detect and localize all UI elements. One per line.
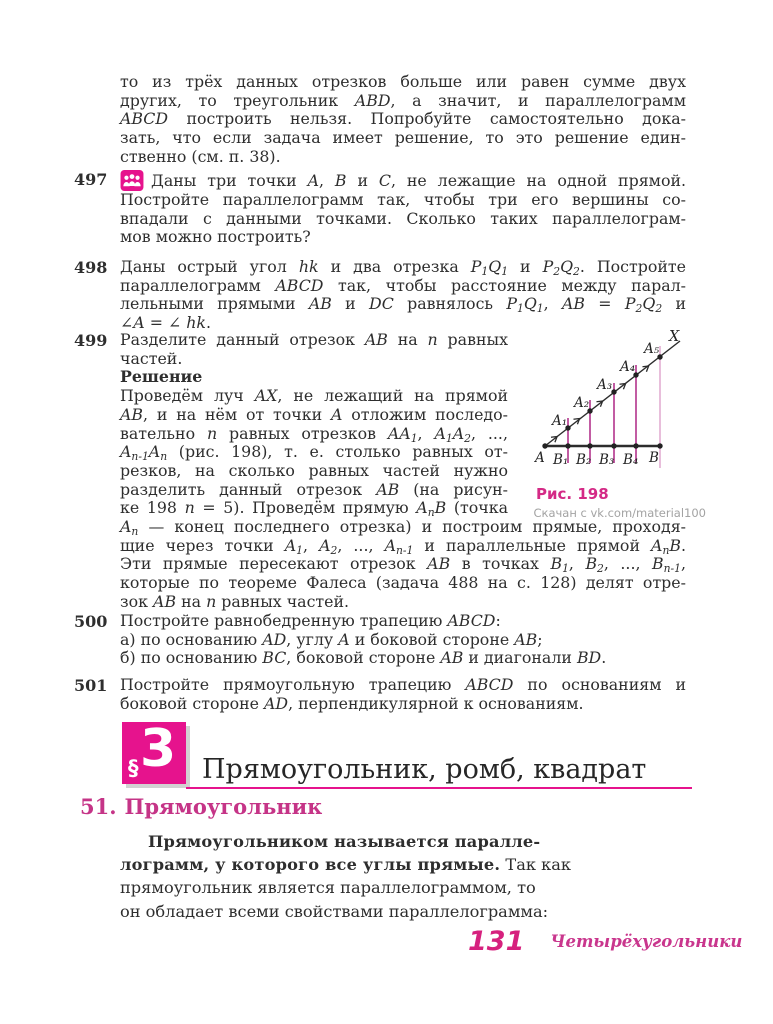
problem-body — [120, 329, 706, 612]
point-label-b4: B₄ — [623, 452, 639, 468]
figure-198-drawing — [528, 328, 703, 480]
chapter-title: Четырёхугольники — [550, 932, 743, 951]
text-line: ABCD построить нельзя. Попробуйте самостоятельно дока- — [120, 109, 686, 129]
problem-number: 498 — [74, 258, 108, 277]
subsection-number: 51. — [80, 794, 117, 819]
point-label-a1: A₁ — [552, 413, 568, 429]
text-line: прямоугольник является параллелограммом, то — [120, 878, 536, 898]
text-line: $A_n$ — конец последнего отрезка) и построим прямые, проходя- — [120, 517, 686, 539]
problem-number: 499 — [74, 331, 108, 350]
text-line: Проведём луч AX, не лежащий на прямой — [120, 386, 508, 406]
text-line: Даны острый угол hk и два отрезка $P_1Q_1$ и $P_2Q_2$. Постройте — [120, 257, 687, 278]
text-line: то из трёх данных отрезков больше или равен сумме двух — [120, 72, 686, 91]
section-badge — [122, 719, 186, 784]
text-line: параллелограмм ABCD так, чтобы расстояние между парал- — [120, 275, 686, 295]
section-heading — [122, 719, 697, 788]
problem-number: 497 — [74, 170, 108, 189]
section-number: 3 — [140, 719, 177, 779]
text-line: Постройте параллелограмм так, чтобы три его вершины со- — [120, 190, 686, 209]
text-line: зок AB на n равных частей. — [120, 591, 350, 611]
point-label-a2: A₂ — [574, 395, 590, 411]
text-line: Прямоугольником называется паралле- — [148, 832, 541, 851]
text-line: он обладает всеми свойствами параллелограмма: — [120, 901, 549, 921]
text-line: Постройте прямоугольную трапецию ABCD по основаниям и — [120, 675, 686, 694]
text-line: которые по теореме Фалеса (задача 488 на с. 128) делят отре- — [120, 573, 686, 593]
point-label-a3: A₃ — [597, 377, 613, 393]
text-line: AB, и на нём от точки A отложим последо- — [120, 404, 508, 424]
problem-body — [120, 612, 686, 668]
text-line: частей. — [120, 348, 183, 368]
text-line: лельными прямыми AB и DC равнялось $P_1Q_1$, AB = $P_2Q_2$ и — [120, 294, 686, 316]
point-label-a: A — [535, 450, 545, 466]
group-task-icon — [120, 170, 144, 191]
text-line: Даны три точки A, B и C, не лежащие на одной прямой. — [151, 171, 687, 190]
text-line: мов можно построить? — [120, 227, 311, 247]
text-line: Разделите данный отрезок AB на n равных — [120, 330, 508, 349]
text-line: $A_{n-1}A_n$ (рис. 198), т. е. столько равных от- — [120, 442, 508, 464]
figure-caption: Рис. 198 — [536, 485, 609, 503]
point-label-b2: B₂ — [576, 452, 592, 468]
text-line: впадали с данными точками. Сколько таких параллелограм- — [120, 208, 686, 228]
point-label-x: X — [669, 329, 680, 345]
text-line: Постройте равнобедренную трапецию ABCD: — [120, 611, 501, 630]
subsection-title: Прямоугольник — [124, 794, 323, 819]
problem-body — [120, 676, 686, 713]
point-label-b3: B₃ — [599, 452, 615, 468]
text-line: Эти прямые пересекают отрезок AB в точках $B_1$, $B_2$, ..., $B_{n-1}$, — [120, 554, 686, 576]
solution-heading: Решение — [120, 367, 203, 387]
text-line: зать, что если задача имеет решение, то это решение един- — [120, 128, 686, 148]
problem-text — [120, 191, 686, 247]
point-label-a5: A₅ — [644, 341, 660, 357]
point-label-a4: A₄ — [620, 359, 636, 375]
subsection-heading — [80, 794, 322, 819]
section-rule — [186, 787, 692, 789]
text-line: ке 198 n = 5). Проведём прямую $A_nB$ (точка — [120, 498, 508, 520]
section-title: Прямоугольник, ромб, квадрат — [202, 754, 647, 785]
text-line: ственно (см. п. 38). — [120, 146, 281, 166]
point-label-b1: B₁ — [553, 452, 569, 468]
text-line: а) по основанию AD, углу A и боковой стороне AB; — [120, 629, 543, 649]
figure-198 — [528, 328, 706, 520]
page-footer — [468, 926, 742, 957]
problem-number: 500 — [74, 612, 108, 631]
problem-number: 501 — [74, 676, 108, 695]
text-line: боковой стороне AD, перпендикулярной к основаниям. — [120, 693, 584, 713]
problem-body — [120, 170, 686, 247]
text-line: лограмм, у которого все углы прямые. Так как — [120, 855, 572, 875]
text-line: б) по основанию BC, боковой стороне AB и диагонали BD. — [120, 648, 607, 668]
text-line: разделить данный отрезок AB (на рисун- — [120, 479, 509, 499]
paragraph-definition — [120, 830, 572, 923]
watermark: Скачан с vk.com/material100 — [533, 506, 706, 520]
text-line: вательно n равных отрезков $AA_1$, $A_1A_2$, ..., — [120, 423, 508, 445]
paragraph-intro — [120, 73, 686, 167]
text-line: щие через точки $A_1$, $A_2$, ..., $A_{n-1}$ и параллельные прямой $A_nB$. — [120, 535, 687, 557]
text-line: других, то треугольник ABD, а значит, и параллелограмм — [120, 90, 687, 110]
problem-body — [120, 258, 686, 333]
text-line: резков, на сколько равных частей нужно — [120, 460, 508, 480]
page-number: 131 — [468, 926, 525, 957]
text-line: ∠A = ∠ hk. — [120, 313, 211, 333]
section-symbol: § — [128, 756, 139, 780]
point-label-b: B — [649, 450, 659, 466]
